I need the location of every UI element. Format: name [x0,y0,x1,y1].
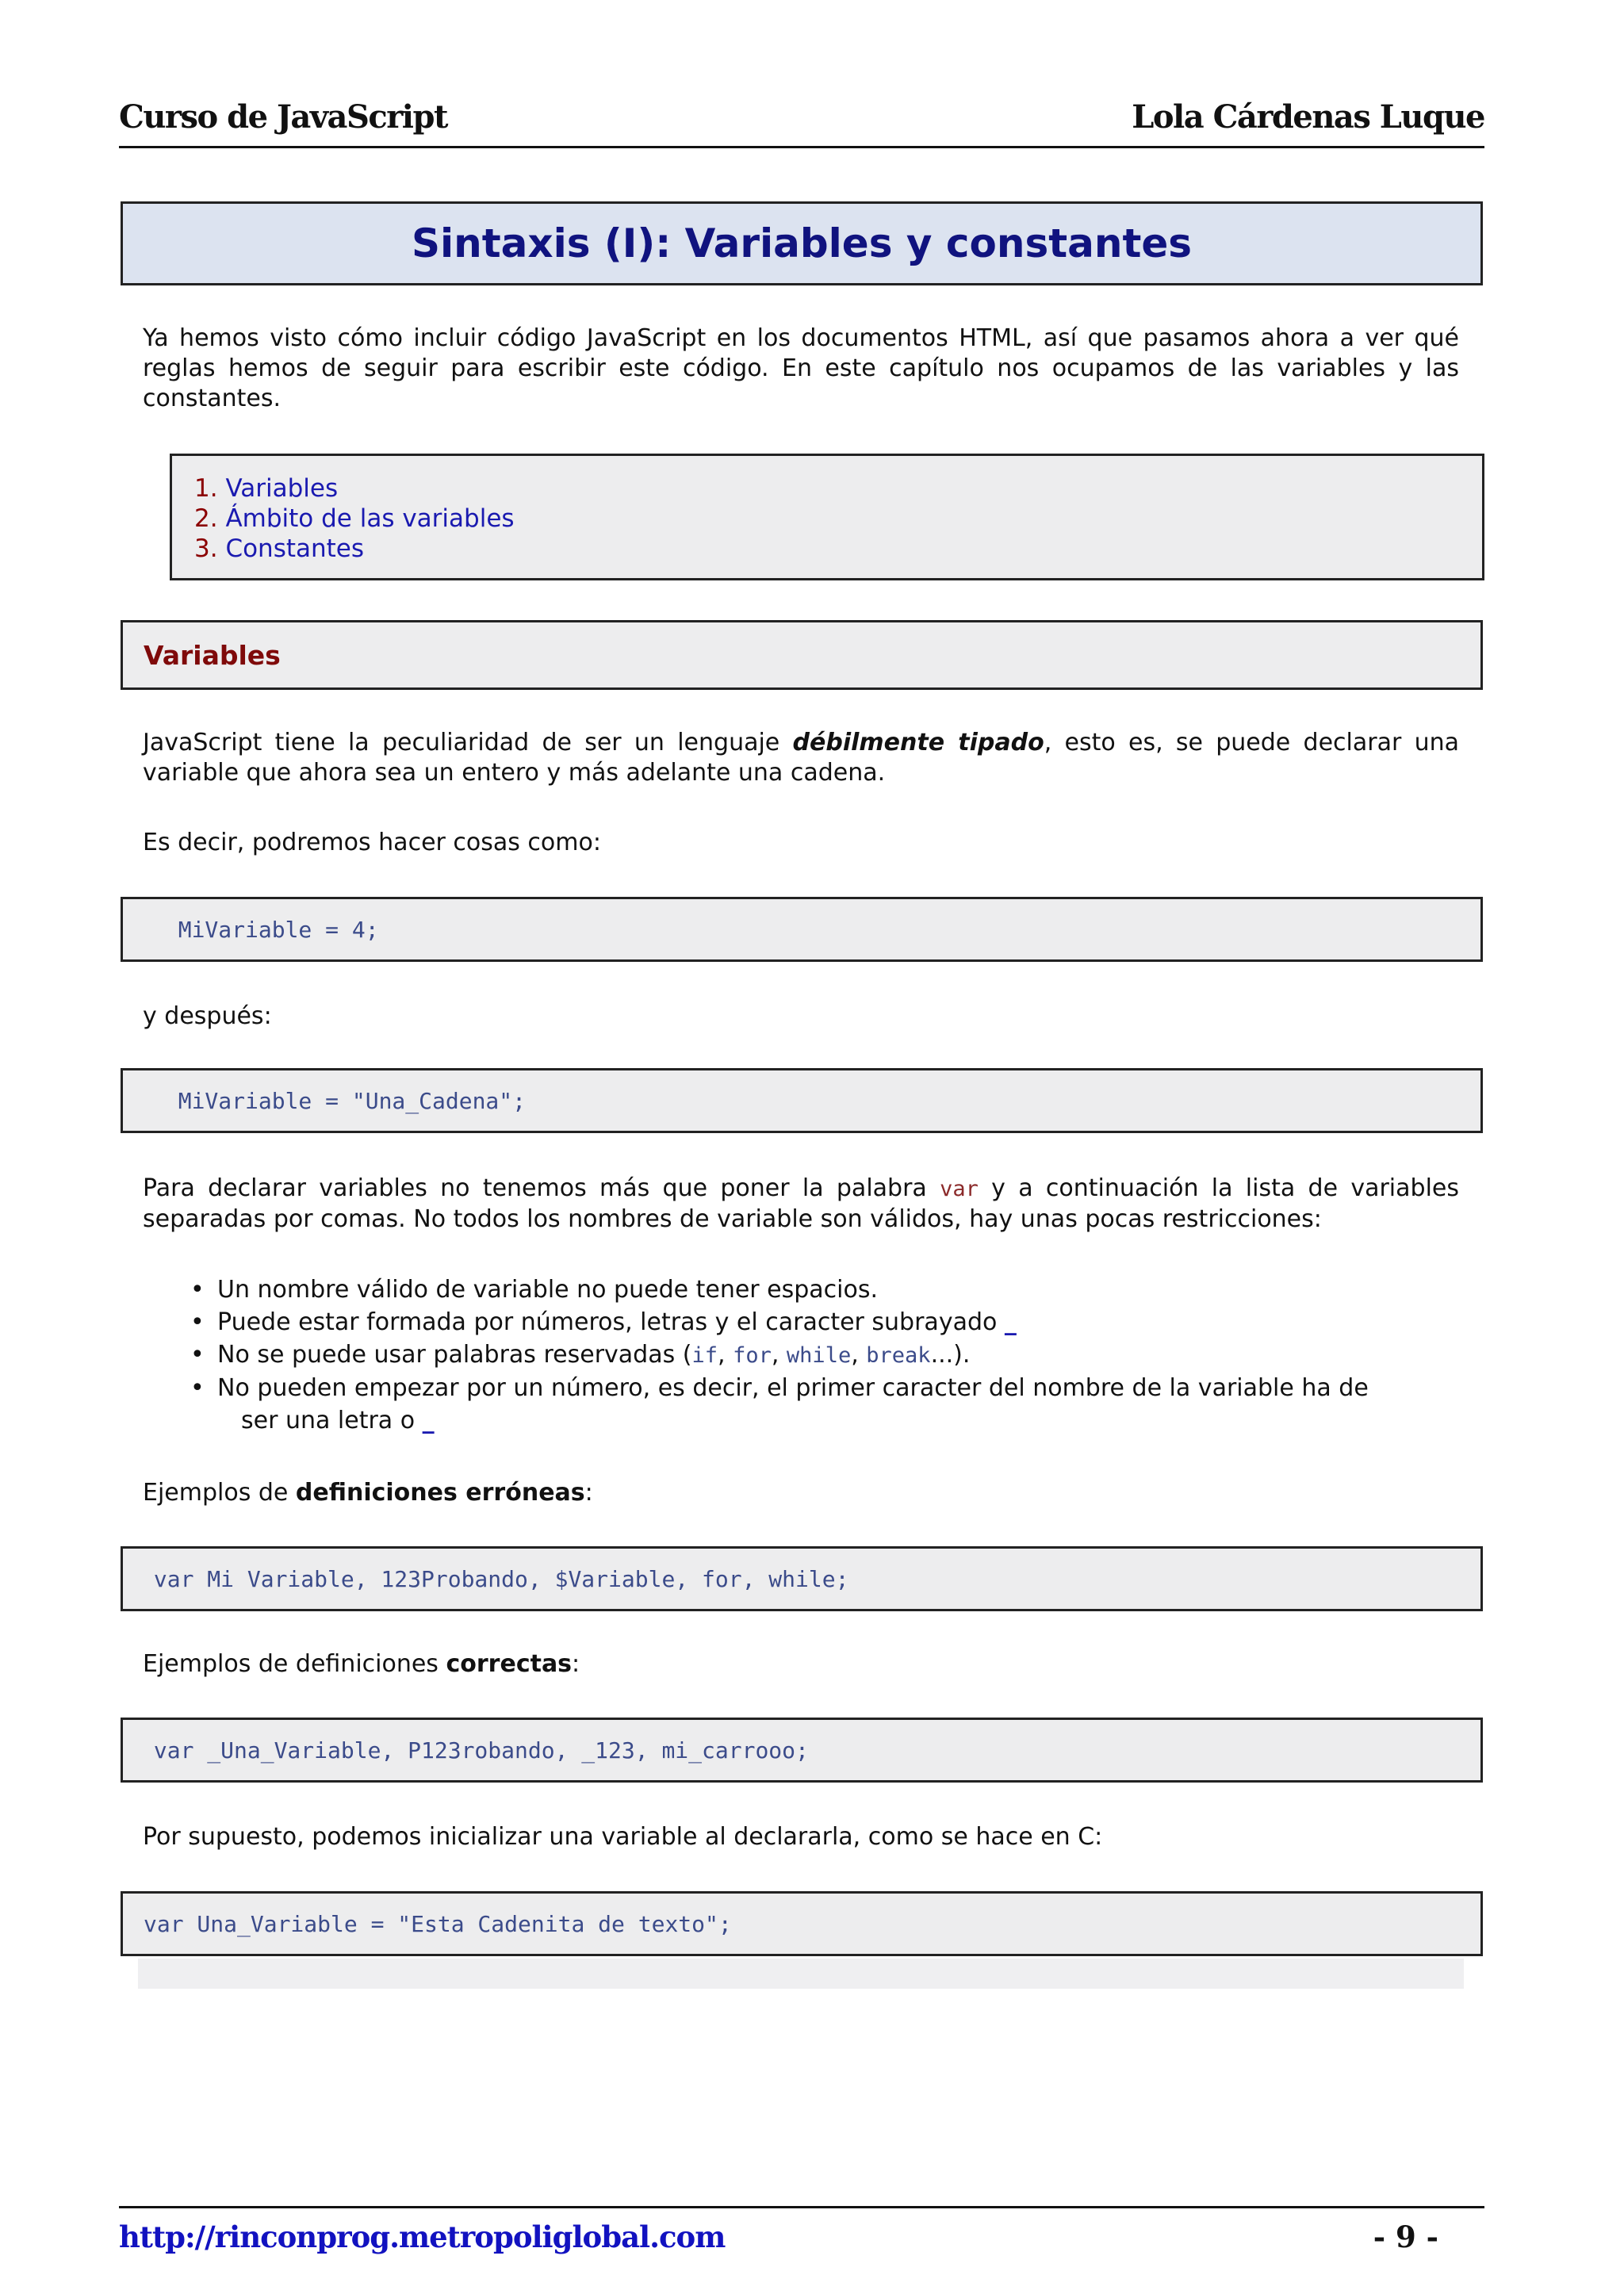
emphasis-weakly-typed: débilmente tipado [792,729,1044,756]
code-line: var Mi Variable, 123Probando, $Variable, for, while; [140,1565,849,1592]
keyword-if: if [691,1343,718,1368]
text-segment: JavaScript tiene la peculiaridad de ser un lenguaje [143,729,793,756]
code-line: var _Una_Variable, P123robando, _123, mi_carrooo; [140,1737,809,1764]
list-item [187,1306,1459,1338]
bold-correct: correctas [446,1650,573,1678]
paragraph-example-intro: Es decir, podremos hacer cosas como: [143,829,601,856]
toc-item-constantes[interactable] [194,534,515,564]
code-block-2 [121,1068,1483,1133]
paragraph-correct-examples [143,1649,1459,1679]
code-block-correct [121,1718,1483,1783]
toc-link-variables[interactable]: Variables [225,474,339,503]
underscore-symbol: _ [422,1407,435,1434]
toc-item-ambito[interactable] [194,504,515,534]
text-segment: No se puede usar palabras reservadas ( [217,1341,692,1369]
intro-paragraph: Ya hemos visto cómo incluir código JavaScript en los documentos HTML, así que pasamos ahora a ver qué reglas hemos de seguir para escribir este código. En este capítulo nos ocupamos de las variables y las constantes. [143,324,1459,412]
keyword-for: for [733,1343,772,1368]
keyword-break: break [866,1343,931,1368]
paragraph-wrong-examples [143,1478,1459,1508]
text-segment: y a continuación la lista de variables separadas por comas. No todos los nombres de variable son válidos, hay unas pocas restricciones: [143,1174,1459,1233]
text-segment: : [572,1650,580,1678]
section-heading: Variables [144,639,281,671]
text-segment: Ejemplos de definiciones [143,1650,446,1678]
code-block-init [121,1891,1483,1956]
paragraph-weak-typing [143,728,1459,788]
footer-page-number: - 9 - [1373,2219,1438,2254]
text-segment: , esto es, se puede declarar una variable que ahora sea un entero y más adelante una cadena. [143,729,1460,787]
toc-link-constantes[interactable]: Constantes [225,534,365,563]
list-item: • Un nombre válido de variable no puede tener espacios. [187,1273,1459,1306]
code-block-1 [121,897,1483,962]
header-course-title: Curso de JavaScript [119,98,447,136]
bold-wrong-definitions: definiciones erróneas [295,1479,585,1507]
paragraph-declare [143,1174,1459,1235]
table-of-contents [170,454,1484,580]
toc-number: 2. [194,504,218,533]
toc-link-ambito[interactable]: Ámbito de las variables [225,504,515,533]
toc-number: 3. [194,534,218,563]
restrictions-list [187,1273,1459,1437]
keyword-var: var [940,1177,979,1201]
text-segment: Ejemplos de [143,1479,296,1507]
page-footer [119,2206,1484,2256]
code-line: MiVariable = "Una_Cadena"; [151,1087,527,1114]
text-segment: Puede estar formada por números, letras y el caracter subrayado [217,1308,1005,1336]
chapter-title: Sintaxis (I): Variables y constantes [411,220,1193,266]
toc-list [194,473,515,564]
text-segment: ser una letra o [241,1407,423,1434]
code-block-shadow [138,1959,1464,1989]
chapter-title-box [121,201,1483,285]
footer-url-link[interactable]: http://rinconprog.metropoliglobal.com [119,2219,726,2254]
list-item: • No se puede usar palabras reservadas (if, for, while, break...). [187,1338,1459,1372]
list-item-continuation [217,1404,1459,1437]
code-line: var Una_Variable = "Esta Cadenita de texto"; [144,1910,732,1937]
text-segment: No pueden empezar por un número, es decir, el primer caracter del nombre de la variable ha de [217,1374,1369,1402]
keyword-while: while [786,1343,852,1368]
header-author: Lola Cárdenas Luque [1132,98,1484,136]
text-segment: ...). [930,1341,971,1369]
code-line: MiVariable = 4; [151,916,379,943]
paragraph-after: y después: [143,1002,272,1030]
text-segment: Para declarar variables no tenemos más que poner la palabra [143,1174,940,1202]
toc-item-variables[interactable] [194,473,515,504]
list-item [187,1372,1459,1437]
text-segment: : [584,1479,593,1507]
code-block-wrong [121,1546,1483,1611]
toc-number: 1. [194,474,218,503]
paragraph-initialize: Por supuesto, podemos inicializar una variable al declararla, como se hace en C: [143,1823,1103,1851]
page-header [119,92,1484,148]
underscore-symbol: _ [1004,1308,1017,1336]
section-heading-box [121,620,1483,690]
